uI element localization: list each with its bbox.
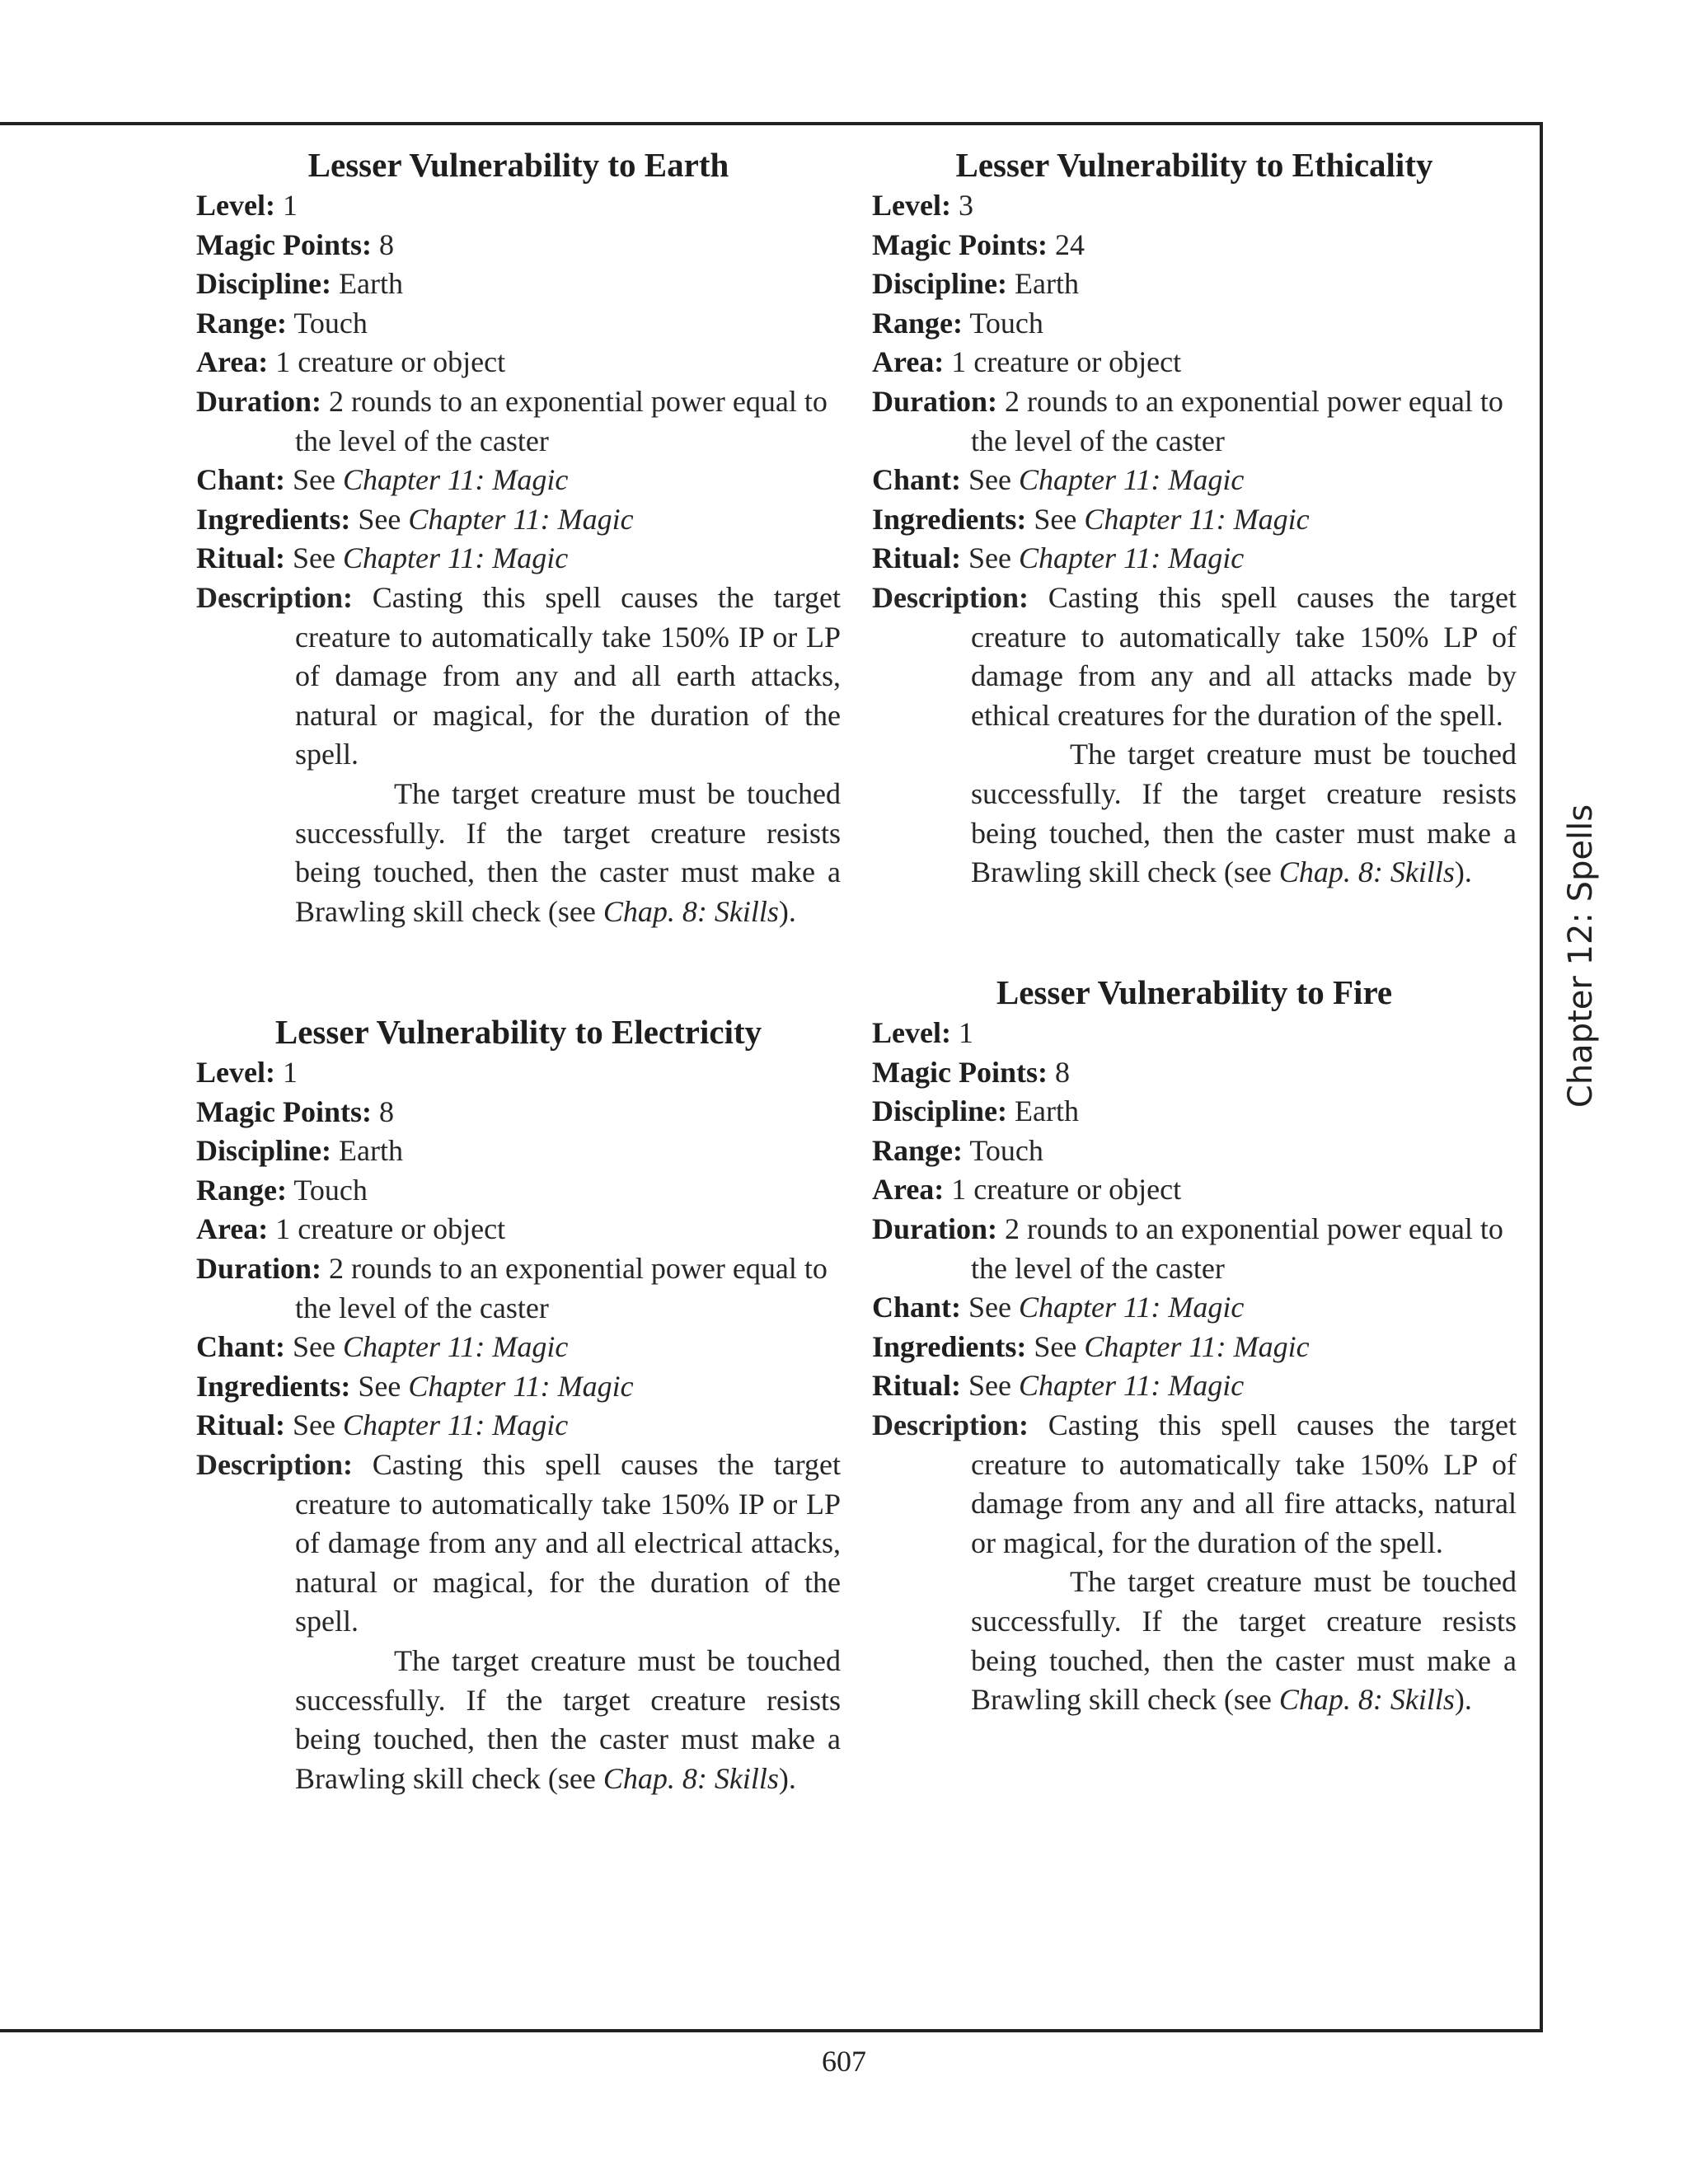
ingredients-row	[196, 500, 841, 540]
ritual-see: See	[968, 1369, 1011, 1403]
duration-row	[872, 382, 1517, 461]
ingredients-label: Ingredients:	[196, 1369, 351, 1403]
magic-points-row	[196, 1093, 841, 1132]
description-label: Description:	[872, 580, 1029, 614]
ritual-reference: Chapter 11: Magic	[1018, 541, 1245, 575]
discipline-row	[872, 1092, 1517, 1132]
range-label: Range:	[872, 1133, 963, 1167]
ingredients-label: Ingredients:	[872, 1329, 1027, 1363]
chant-row	[872, 461, 1517, 500]
area-row	[872, 343, 1517, 382]
ingredients-see: See	[1034, 502, 1077, 536]
touch-text: The target creature must be touched successfully. If the target creature resists being touched, then the caster must make a Brawling skill check (see	[295, 776, 841, 928]
area-value: 1 creature or object	[275, 345, 506, 379]
ritual-label: Ritual:	[196, 541, 285, 575]
page-frame-top-rule	[0, 122, 1541, 125]
ritual-see: See	[968, 541, 1011, 575]
range-value: Touch	[293, 306, 368, 340]
spell-title: Lesser Vulnerability to Earth	[307, 146, 729, 184]
discipline-label: Discipline:	[872, 1094, 1008, 1128]
range-row	[196, 304, 841, 344]
duration-row	[872, 1210, 1517, 1288]
chant-see: See	[968, 463, 1012, 497]
spell-entry	[196, 143, 841, 931]
ritual-row	[872, 1366, 1517, 1406]
magic-points-row	[872, 1053, 1517, 1093]
spell-title: Lesser Vulnerability to Ethicality	[955, 146, 1433, 184]
chant-see: See	[293, 463, 336, 497]
ritual-row	[196, 1406, 841, 1446]
chant-reference: Chapter 11: Magic	[1019, 463, 1245, 497]
ingredients-label: Ingredients:	[872, 502, 1027, 536]
skills-reference: Chap. 8: Skills	[1278, 855, 1455, 889]
level-value: 1	[282, 1056, 298, 1089]
page-number: 607	[822, 2045, 866, 2078]
duration-label: Duration:	[196, 1251, 321, 1285]
area-row	[196, 1210, 841, 1249]
range-value: Touch	[969, 1133, 1043, 1167]
description-label: Description:	[196, 1447, 353, 1481]
spell-entry	[196, 1010, 841, 1798]
discipline-label: Discipline:	[196, 267, 332, 301]
ingredients-row	[872, 500, 1517, 540]
description-text: Casting this spell causes the target creature to automatically take 150% LP of damage from any and all attacks made by ethical creatures for the duration of the spell.	[971, 580, 1517, 732]
description-paragraph	[196, 579, 841, 775]
ritual-row	[872, 539, 1517, 579]
spell-title: Lesser Vulnerability to Electricity	[274, 1013, 762, 1051]
touch-end: ).	[778, 1761, 796, 1795]
touch-paragraph	[196, 775, 841, 931]
discipline-label: Discipline:	[196, 1134, 332, 1168]
description-label: Description:	[872, 1408, 1029, 1441]
duration-row	[196, 1249, 841, 1328]
duration-value: 2 rounds to an exponential power equal to the level of the caster	[295, 1251, 828, 1324]
duration-label: Duration:	[872, 1212, 997, 1245]
chant-row	[196, 1328, 841, 1367]
discipline-value: Earth	[339, 1134, 403, 1168]
ingredients-see: See	[358, 502, 401, 536]
level-row	[196, 1053, 841, 1093]
magic-points-value: 8	[378, 1094, 394, 1128]
ritual-label: Ritual:	[872, 541, 961, 575]
area-row	[872, 1170, 1517, 1210]
description-text: Casting this spell causes the target creature to automatically take 150% LP of damage from any and all fire attacks, natural or magical, for the duration of the spell.	[971, 1408, 1517, 1559]
ritual-reference: Chapter 11: Magic	[342, 541, 569, 575]
range-label: Range:	[196, 1173, 287, 1207]
touch-end: ).	[1454, 1683, 1472, 1717]
touch-paragraph	[872, 1563, 1517, 1719]
level-value: 3	[958, 189, 973, 222]
ingredients-see: See	[358, 1369, 401, 1403]
ingredients-reference: Chapter 11: Magic	[1084, 1329, 1310, 1363]
duration-value: 2 rounds to an exponential power equal to the level of the caster	[971, 384, 1503, 457]
duration-row	[196, 382, 841, 461]
magic-points-row	[872, 226, 1517, 265]
magic-points-value: 24	[1054, 227, 1085, 261]
level-label: Level:	[196, 189, 275, 222]
chant-reference: Chapter 11: Magic	[343, 1330, 569, 1364]
magic-points-label: Magic Points:	[196, 1094, 372, 1128]
ingredients-label: Ingredients:	[196, 502, 351, 536]
touch-paragraph	[196, 1642, 841, 1798]
ingredients-see: See	[1034, 1329, 1077, 1363]
description-label: Description:	[196, 580, 353, 614]
level-row	[872, 1014, 1517, 1053]
area-row	[196, 343, 841, 382]
discipline-value: Earth	[1015, 267, 1079, 301]
chant-label: Chant:	[196, 1330, 286, 1364]
area-value: 1 creature or object	[951, 345, 1182, 379]
chant-reference: Chapter 11: Magic	[1019, 1291, 1245, 1324]
area-label: Area:	[196, 345, 269, 379]
magic-points-row	[196, 226, 841, 265]
range-value: Touch	[969, 306, 1043, 340]
area-label: Area:	[872, 1173, 945, 1207]
discipline-row	[196, 1132, 841, 1171]
area-label: Area:	[872, 345, 945, 379]
level-row	[196, 186, 841, 226]
range-value: Touch	[293, 1173, 368, 1207]
ritual-label: Ritual:	[196, 1408, 285, 1442]
touch-end: ).	[1454, 855, 1472, 889]
chant-label: Chant:	[872, 1291, 962, 1324]
description-paragraph	[196, 1446, 841, 1642]
discipline-label: Discipline:	[872, 267, 1008, 301]
skills-reference: Chap. 8: Skills	[603, 894, 779, 928]
level-row	[872, 186, 1517, 226]
level-label: Level:	[872, 1016, 951, 1049]
magic-points-label: Magic Points:	[872, 1055, 1048, 1089]
ingredients-reference: Chapter 11: Magic	[408, 1369, 634, 1403]
ritual-label: Ritual:	[872, 1369, 961, 1403]
description-paragraph	[872, 1406, 1517, 1563]
chant-see: See	[293, 1330, 336, 1364]
chant-row	[196, 461, 841, 500]
ingredients-reference: Chapter 11: Magic	[1084, 502, 1310, 536]
touch-text: The target creature must be touched successfully. If the target creature resists being touched, then the caster must make a Brawling skill check (see	[295, 1643, 841, 1795]
range-row	[196, 1171, 841, 1211]
chant-row	[872, 1288, 1517, 1328]
range-label: Range:	[196, 306, 287, 340]
magic-points-value: 8	[1054, 1055, 1070, 1089]
skills-reference: Chap. 8: Skills	[1278, 1683, 1455, 1717]
discipline-value: Earth	[1015, 1094, 1079, 1128]
discipline-row	[872, 265, 1517, 304]
ingredients-row	[196, 1367, 841, 1407]
level-label: Level:	[872, 189, 951, 222]
ingredients-row	[872, 1328, 1517, 1367]
discipline-row	[196, 265, 841, 304]
duration-label: Duration:	[196, 384, 321, 418]
spell-entry	[872, 143, 1517, 893]
touch-end: ).	[778, 894, 796, 928]
ritual-see: See	[293, 541, 335, 575]
chapter-side-tab-label: Chapter 12: Spells	[1562, 804, 1600, 1108]
ritual-row	[196, 539, 841, 579]
range-label: Range:	[872, 306, 963, 340]
skills-reference: Chap. 8: Skills	[603, 1761, 779, 1795]
touch-text: The target creature must be touched successfully. If the target creature resists being touched, then the caster must make a Brawling skill check (see	[971, 1565, 1517, 1717]
page-frame-bottom-rule	[0, 2029, 1543, 2032]
chant-see: See	[968, 1291, 1012, 1324]
duration-label: Duration:	[872, 384, 997, 418]
magic-points-label: Magic Points:	[872, 227, 1048, 261]
ingredients-reference: Chapter 11: Magic	[408, 502, 634, 536]
magic-points-label: Magic Points:	[196, 227, 372, 261]
spell-entry	[872, 971, 1517, 1720]
description-text: Casting this spell causes the target creature to automatically take 150% IP or LP of damage from any and all electrical attacks, natural or magical, for the duration of the spell.	[295, 1447, 841, 1638]
area-value: 1 creature or object	[951, 1173, 1182, 1207]
description-paragraph	[872, 579, 1517, 735]
area-label: Area:	[196, 1212, 269, 1246]
ritual-see: See	[293, 1408, 335, 1442]
touch-text: The target creature must be touched successfully. If the target creature resists being touched, then the caster must make a Brawling skill check (see	[971, 738, 1517, 889]
range-row	[872, 1132, 1517, 1171]
level-value: 1	[282, 189, 298, 222]
discipline-value: Earth	[339, 267, 403, 301]
ritual-reference: Chapter 11: Magic	[1018, 1369, 1245, 1403]
spell-title: Lesser Vulnerability to Fire	[996, 973, 1393, 1011]
level-label: Level:	[196, 1056, 275, 1089]
duration-value: 2 rounds to an exponential power equal to the level of the caster	[971, 1212, 1503, 1285]
page-frame-right-rule	[1540, 122, 1543, 2032]
level-value: 1	[958, 1016, 973, 1049]
ritual-reference: Chapter 11: Magic	[342, 1408, 569, 1442]
magic-points-value: 8	[378, 227, 394, 261]
area-value: 1 creature or object	[275, 1212, 506, 1246]
chant-label: Chant:	[872, 463, 962, 497]
touch-paragraph	[872, 735, 1517, 892]
chant-label: Chant:	[196, 463, 286, 497]
range-row	[872, 304, 1517, 344]
description-text: Casting this spell causes the target creature to automatically take 150% IP or LP of damage from any and all earth attacks, natural or magical, for the duration of the spell.	[295, 580, 841, 771]
chant-reference: Chapter 11: Magic	[343, 463, 569, 497]
duration-value: 2 rounds to an exponential power equal to the level of the caster	[295, 384, 828, 457]
